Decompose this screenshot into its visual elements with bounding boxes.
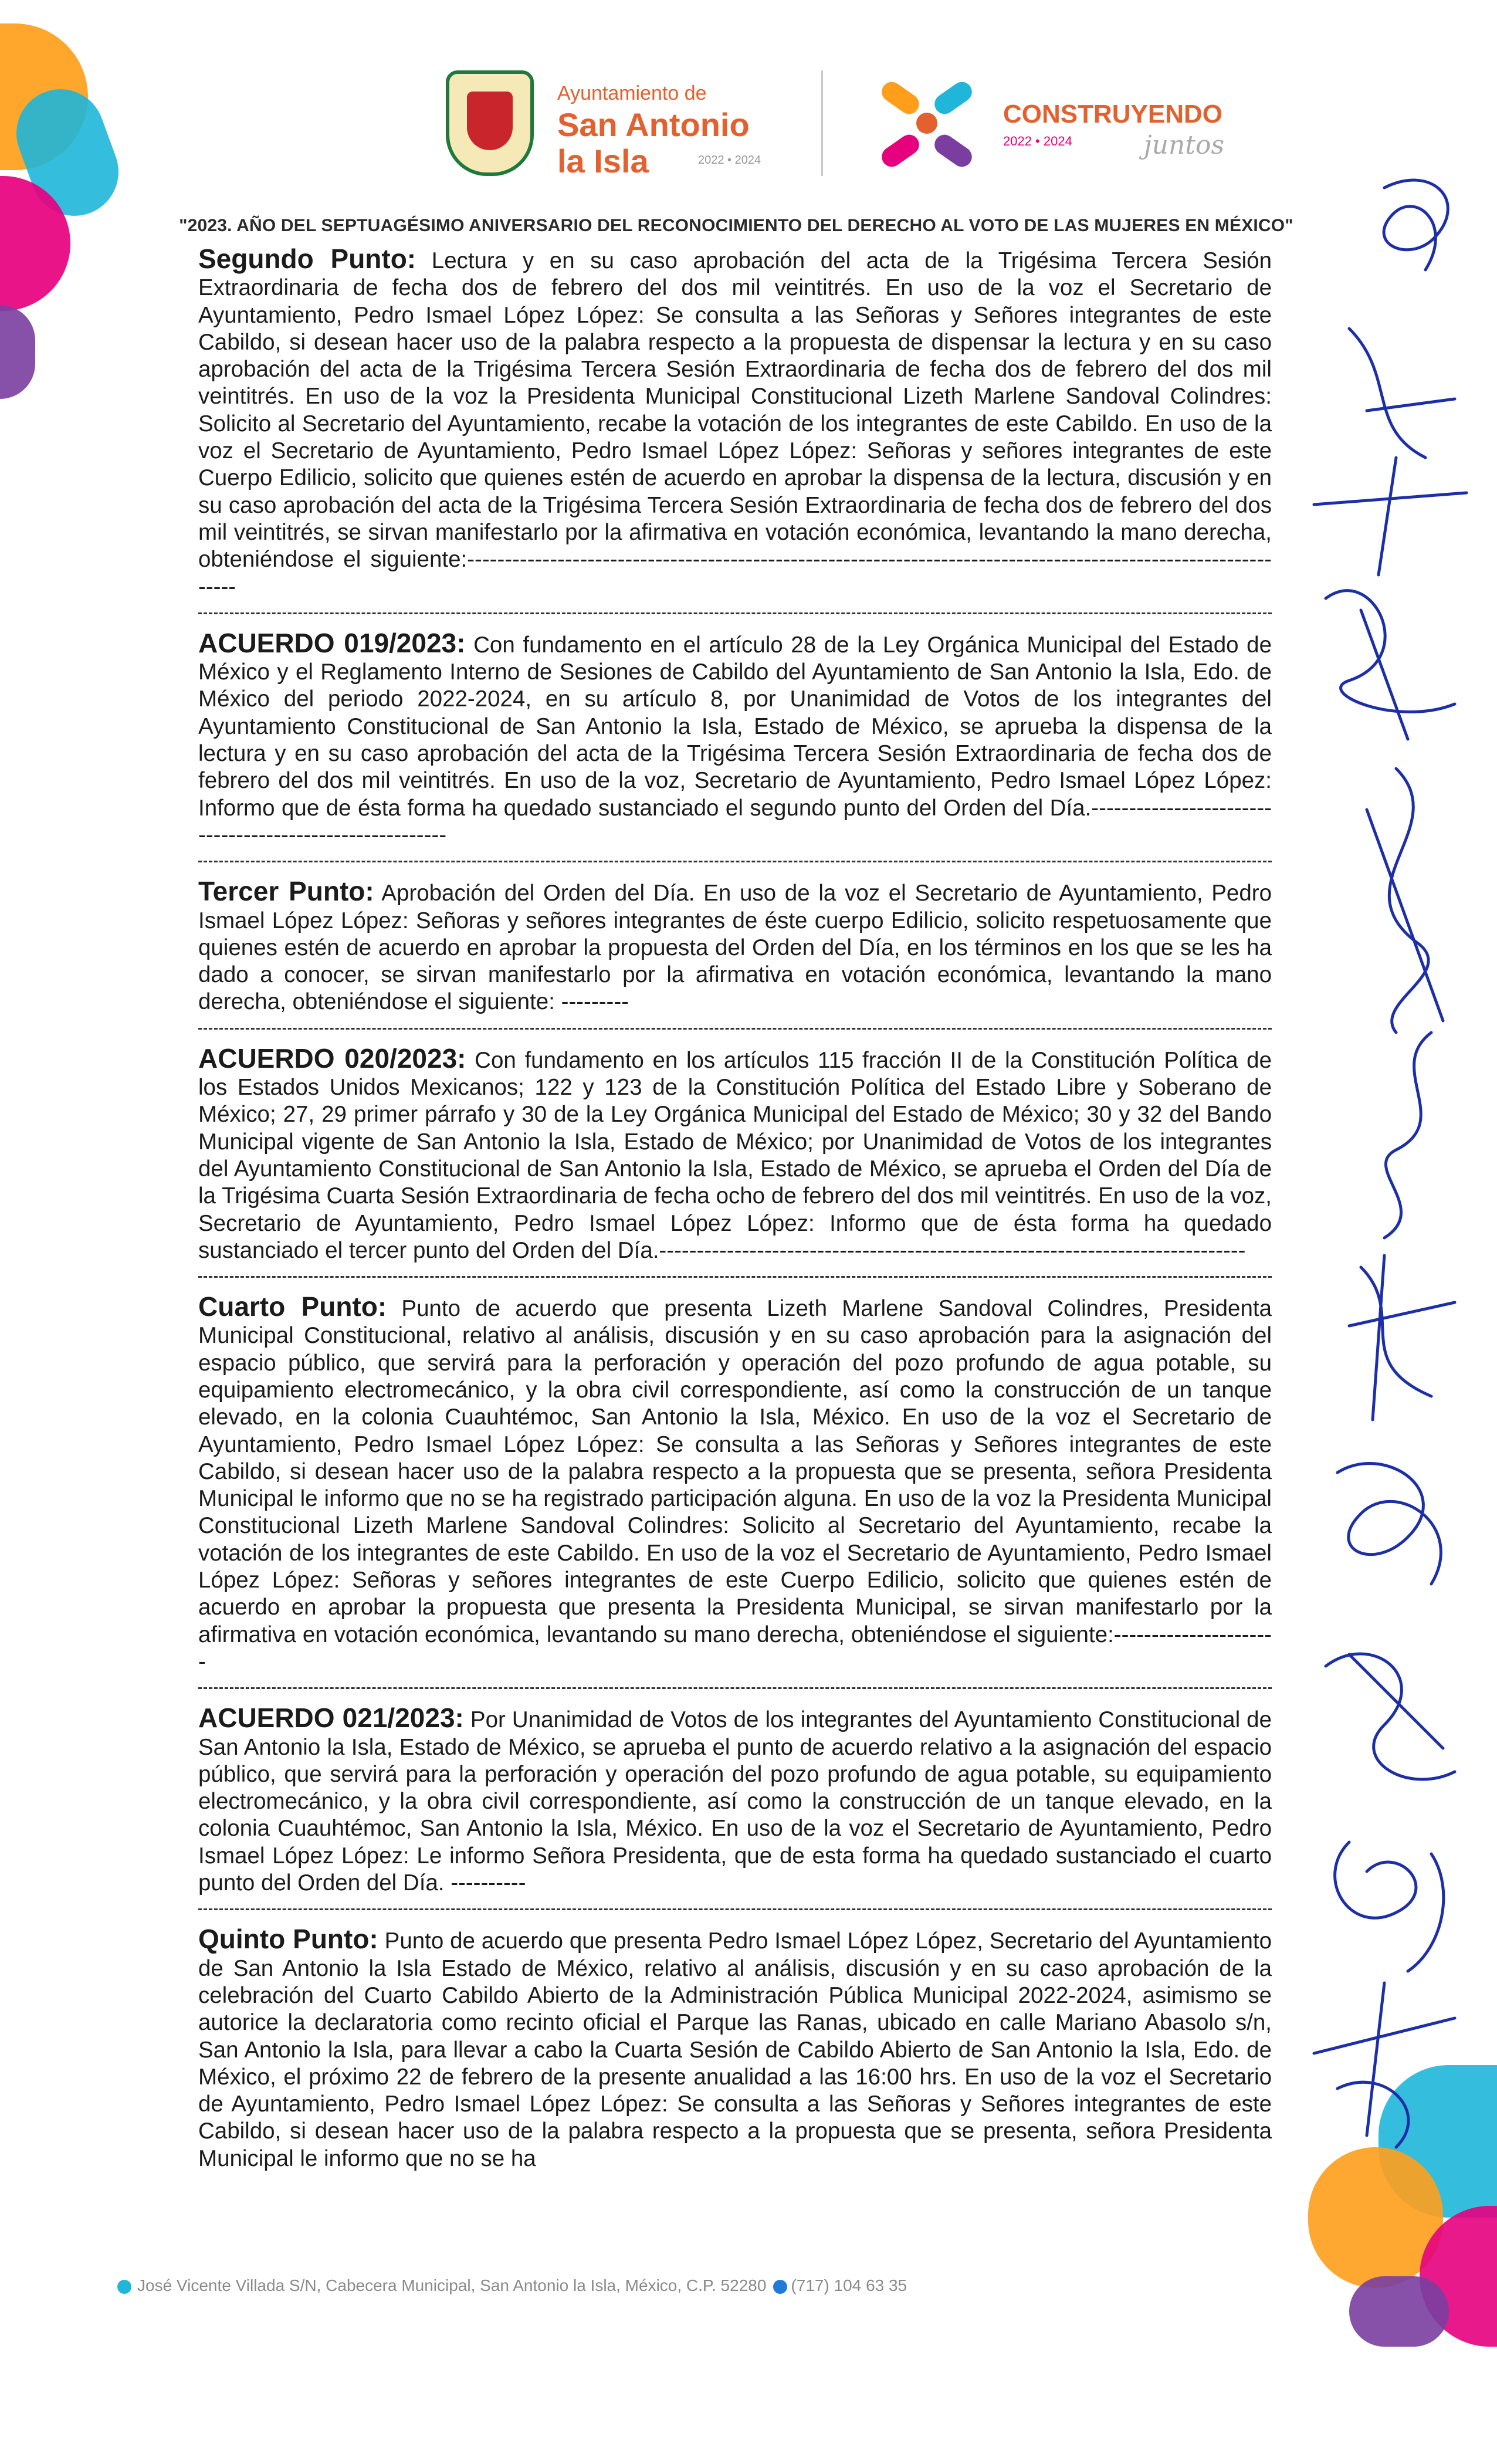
section-cuarto-punto [198,1293,1272,1676]
signature [1335,1842,1444,1971]
section-lead: Quinto Punto: [198,1924,378,1955]
dashed-divider [198,861,1272,862]
minutes-body [198,245,1272,2172]
section-text: Con fundamento en los artículos 115 fracción II de la Constitución Política de los Estados Unidos Mexicanos; 122 y 123 de la Constitución Política del Estado Libre y Soberano de México; 27, 29 primer párrafo y 30 de la Ley Orgánica Municipal del Estado de México; 30 y 32 del Bando Municipal vigente de San Antonio la Isla, Estado de México; por Unanimidad de Votos de los integrantes del Ayuntamiento Constitucional de San Antonio la Isla, Estado de México, se aprueba el Orden del Día de la Trigésima Cuarta Sesión Extraordinaria de fecha ocho de febrero del dos mil veintitrés. En uso de la voz, Secretario de Ayuntamiento, Pedro Ismael López López: Informo que de ésta forma ha quedado sustanciado el tercer punto del Orden del Día.------------------------------------------------------------------------------ [198,1047,1272,1263]
section-acuerdo-019 [198,629,1272,849]
signature [1349,1255,1455,1420]
section-text: Lectura y en su caso aprobación del acta de la Trigésima Tercera Sesión Extraordinaria de fecha dos de febrero del dos mil veintitrés. En uso de la voz el Secretario de Ayuntamiento, Pedro Ismael López López: Se consulta a las Señoras y Señores integrantes de este Cabildo, si desean hacer uso de la palabra respecto a la propuesta de dispensar la lectura y en su caso aprobación del acta de la Trigésima Tercera Sesión Extraordinaria de fecha dos de febrero del dos mil veintitrés. En uso de la voz la Presidenta Municipal Constitucional Lizeth Marlene Sandoval Colindres: Solicito al Secretario del Ayuntamiento, recabe la votación de los integrantes de este Cabildo. En uso de la voz el Secretario de Ayuntamiento, Pedro Ismael López López: Señoras y señores integrantes de este Cuerpo Edilicio, solicito que quienes estén de acuerdo en aprobar la dispensa de la lectura, discusión y en su caso aprobación del acta de la Trigésima Tercera Sesión Extraordinaria de fecha dos de febrero del dos mil veintitrés, se sirvan manifestarlo por la afirmativa en votación económica, levantando la mano derecha, obteniéndose el siguiente:---------------------------------------------------------------------------------------------------------------- [198,248,1272,600]
footer [117,2276,907,2295]
municipal-crest-logo [446,70,534,176]
municipality-years: 2022 • 2024 [698,154,761,167]
letterhead [446,65,1279,182]
section-text: Punto de acuerdo que presenta Pedro Ismael López López, Secretario del Ayuntamiento de San Antonio la Isla Estado de México, relativo al análisis, discusión y en su caso aprobación de la celebración del Cuarto Cabildo Abierto de la Administración Pública Municipal 2022-2024, asimismo se autorice la declaratoria como recinto oficial el Parque las Ranas, ubicado en calle Mariano Abasolo s/n, San Antonio la Isla, para llevar a cabo la Cuarta Sesión de Cabildo Abierto de San Antonio la Isla, Edo. de México, el próximo 22 de febrero de la presente anualidad a las 16:00 hrs. En uso de la voz el Secretario de Ayuntamiento, Pedro Ismael López López: Se consulta a las Señoras y Señores integrantes de este Cabildo, si desean hacer uso de la palabra respecto a la propuesta que se presenta, señora Presidenta Municipal le informo que no se ha [198,1928,1272,2171]
year-motto: "2023. AÑO DEL SEPTUAGÉSIMO ANIVERSARIO DEL RECONOCIMIENTO DEL DERECHO AL VOTO DE LAS MUJERES EN MÉXICO" [179,216,1293,235]
footer-phone: (717) 104 63 35 [791,2276,907,2294]
signature [1384,180,1448,270]
section-segundo-punto [198,245,1272,601]
section-tercer-punto [198,878,1272,1016]
dashed-divider [198,1028,1272,1030]
footer-address: José Vicente Villada S/N, Cabecera Municipal, San Antonio la Isla, México, C.P. 52280 [137,2276,767,2294]
section-text: Punto de acuerdo que presenta Lizeth Marlene Sandoval Colindres, Presidenta Municipal Constitucional, relativo al análisis, discusión y en su caso aprobación para la asignación del espacio público, que servirá para la perforación y operación del pozo profundo de agua potable, su equipamiento electromecánico, y la obra civil correspondiente, así como la construcción de un tanque elevado, en la colonia Cuauhtémoc, San Antonio la Isla, México. En uso de la voz el Secretario de Ayuntamiento, Pedro Ismael López López: Se consulta a las Señoras y Señores integrantes de este Cabildo, si desean hacer uso de la palabra respecto a la propuesta que se presenta, señora Presidenta Municipal le informo que no se ha registrado participación alguna. En uso de la voz la Presidenta Municipal Constitucional Lizeth Marlene Sandoval Colindres: Solicito al Secretario del Ayuntamiento, recabe la votación de los integrantes de este Cabildo. En uso de la voz el Secretario de Ayuntamiento, Pedro Ismael López López: Señoras y señores integrantes de este Cuerpo Edilicio, solicito que quienes estén de acuerdo en aprobar la propuesta que presenta la Presidenta Municipal, se sirvan manifestarlo por la afirmativa en votación económica, levantando su mano derecha, obteniéndose el siguiente:---------------------- [198,1296,1272,1674]
section-quinto-punto [198,1925,1272,2172]
header-divider [821,70,823,176]
section-lead: ACUERDO 021/2023: [198,1703,464,1734]
signature [1326,591,1455,739]
margin-signatures [1279,153,1490,2241]
dashed-divider [198,612,1272,614]
campaign-script: juntos [1144,130,1225,160]
section-text: Aprobación del Orden del Día. En uso de la voz el Secretario de Ayuntamiento, Pedro Ismael López López: Señoras y señores integrantes de éste cuerpo Edilicio, solicito respetuosamente que quienes estén de acuerdo en aprobar la propuesta del Orden del Día, en los términos en los que se les ha dado a conocer, se sirvan manifestarlo por la afirmativa en votación económica, levantando la mano derecha, obteniéndose el siguiente: --------- [198,881,1272,1015]
section-lead: Segundo Punto: [198,243,416,274]
decorative-shape [1349,2276,1449,2347]
signature [1367,769,1443,1033]
phone-icon [773,2280,787,2294]
signature [1314,1983,1455,2147]
section-text: Con fundamento en el artículo 28 de la Ley Orgánica Municipal del Estado de México y el Reglamento Interno de Sesiones de Cabildo del Ayuntamiento de San Antonio la Isla, Edo. de México del periodo 2022-2024, en su artículo 8, por Unanimidad de Votos de los integrantes del Ayuntamiento Constitucional de San Antonio la Isla, Estado de México, se aprueba la dispensa de la lectura y en su caso aprobación del acta de la Trigésima Tercera Sesión Extraordinaria de fecha dos de febrero del dos mil veintitrés. En uso de la voz, Secretario de Ayuntamiento, Pedro Ismael López López: Informo que de ésta forma ha quedado sustanciado el segundo punto del Orden del Día.--------------------------------------------------------- [198,632,1272,848]
campaign-title: CONSTRUYENDO [1003,100,1223,128]
section-lead: ACUERDO 019/2023: [198,627,466,658]
dashed-divider [198,1276,1272,1278]
dashed-divider [198,1687,1272,1689]
dashed-divider [198,1908,1272,1910]
construyendo-logo [868,76,985,176]
section-acuerdo-020 [198,1045,1272,1264]
municipality-name-line2: la Isla [557,143,649,180]
section-acuerdo-021 [198,1704,1272,1897]
signature [1314,458,1466,575]
section-lead: Tercer Punto: [198,876,374,907]
decorative-shape [0,305,35,399]
signature [1337,1463,1441,1584]
signature [1384,1033,1431,1238]
section-lead: Cuarto Punto: [198,1291,387,1322]
location-pin-icon [117,2280,131,2294]
section-lead: ACUERDO 020/2023: [198,1043,466,1074]
signature [1349,329,1455,458]
campaign-years: 2022 • 2024 [1003,134,1072,148]
section-text: Por Unanimidad de Votos de los integrantes del Ayuntamiento Constitucional de San Antonio la Isla, Estado de México, se aprueba el punto de acuerdo relativo a la asignación del espacio público, que servirá para la perforación y operación del pozo profundo de agua potable, su equipamiento electromecánico, y la obra civil correspondiente, así como la construcción de un tanque elevado, en la colonia Cuauhtémoc, San Antonio la Isla, México. En uso de la voz el Secretario de Ayuntamiento, Pedro Ismael López López: Le informo Señora Presidenta, que de esta forma ha quedado sustanciado el cuarto punto del Orden del Día. ---------- [198,1707,1272,1896]
municipality-name-line1: San Antonio [557,106,750,143]
signature [1326,1654,1455,1779]
municipality-label: Ayuntamiento de [557,82,707,104]
